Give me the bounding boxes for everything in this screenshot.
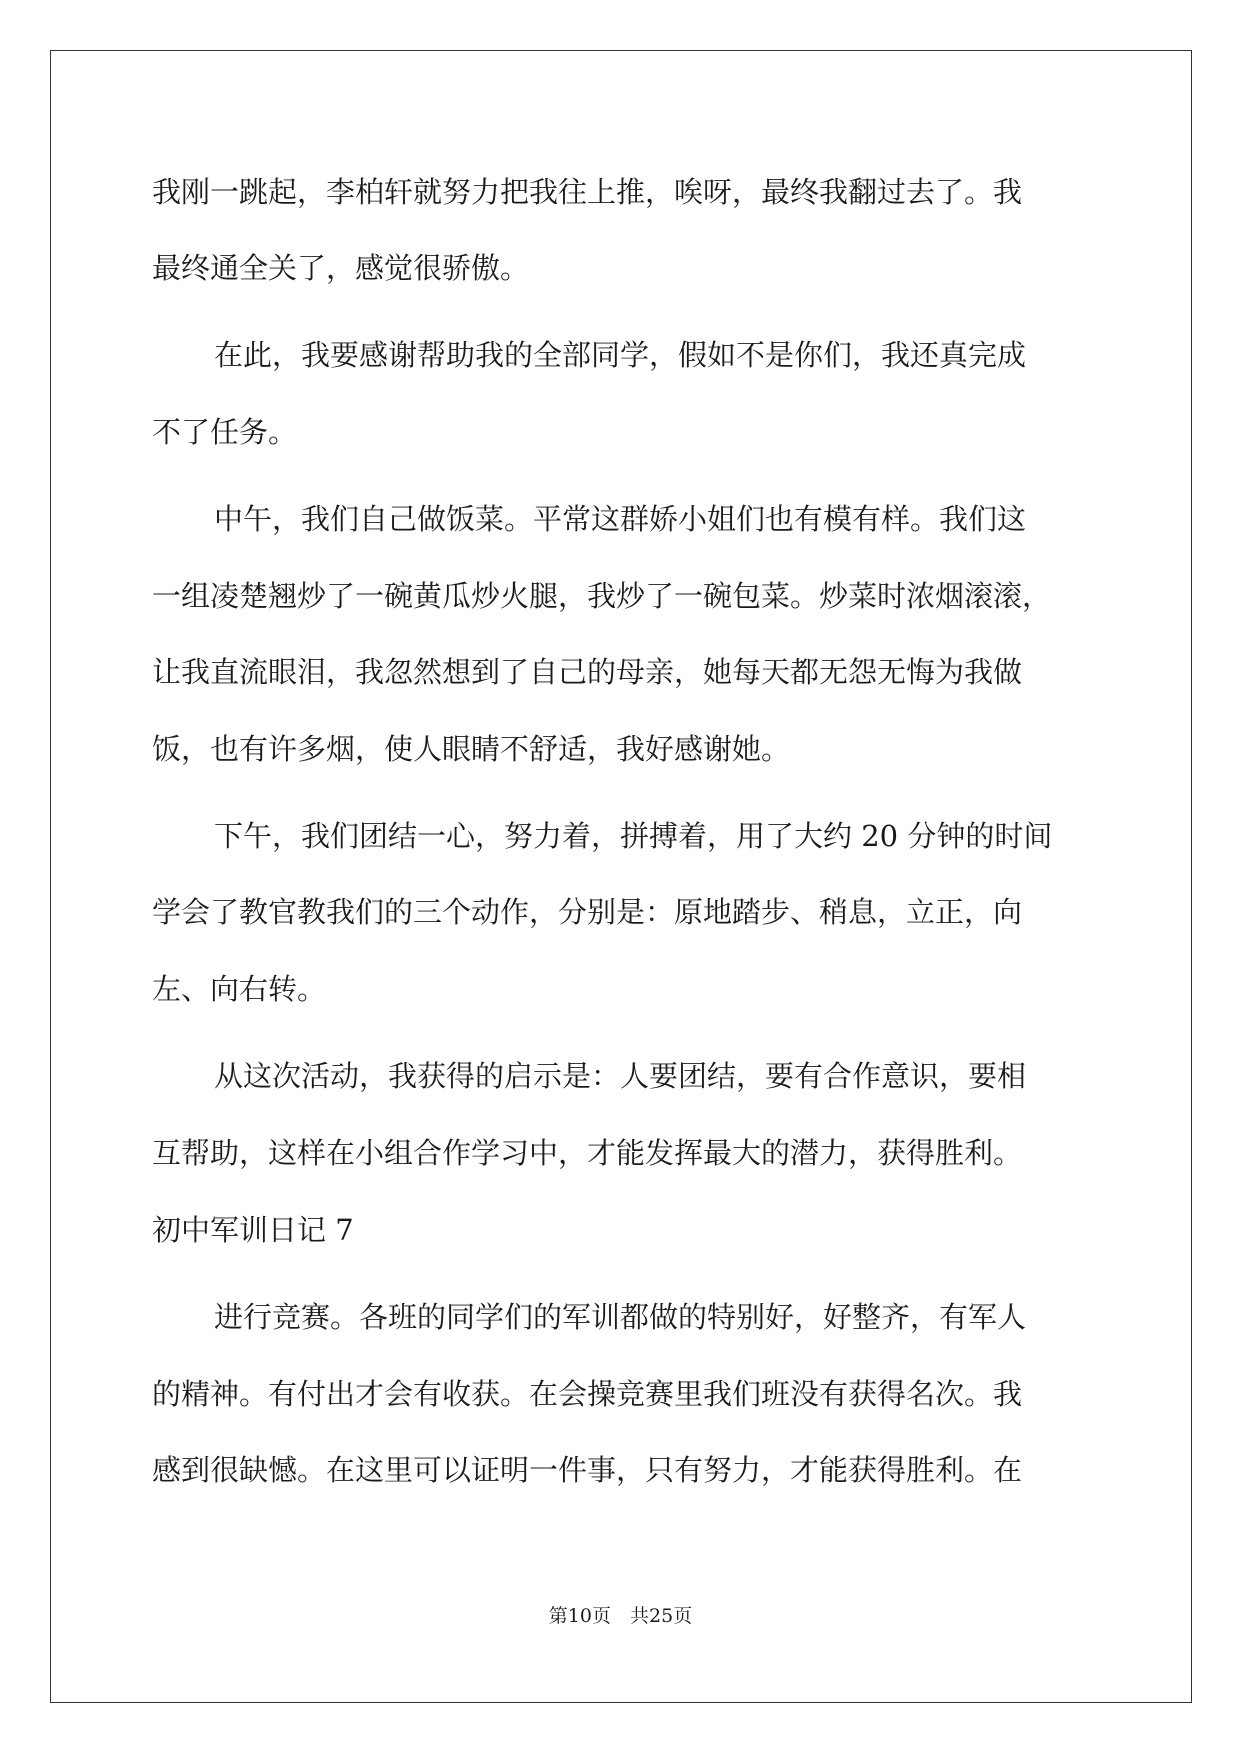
text-line-7: 让我直流眼泪，我忽然想到了自己的母亲，她每天都无怨无悔为我做 (152, 655, 1023, 689)
footer-total-pages: 25 (649, 1605, 674, 1627)
text-line-16: 的精神。有付出才会有收获。在会操竞赛里我们班没有获得名次。我 (152, 1377, 1023, 1411)
text-line-12: 从这次活动，我获得的启示是：人要团结，要有合作意识，要相 (214, 1059, 1027, 1093)
text-line-4: 不了任务。 (152, 415, 298, 449)
text-line-15: 进行竞赛。各班的同学们的军训都做的特别好，好整齐，有军人 (214, 1300, 1027, 1334)
section-heading: 初中军训日记 7 (152, 1213, 354, 1247)
text-line-10: 学会了教官教我们的三个动作，分别是：原地踏步、稍息，立正，向 (152, 895, 1023, 929)
footer-middle: 页 共 (591, 1605, 649, 1627)
text-line-9: 下午，我们团结一心，努力着，拼搏着，用了大约 20 分钟的时间 (214, 819, 1053, 853)
text-line-5: 中午，我们自己做饭菜。平常这群娇小姐们也有模有样。我们这 (214, 502, 1027, 536)
text-line-8: 饭，也有许多烟，使人眼睛不舒适，我好感谢她。 (152, 732, 791, 766)
footer-current-page: 10 (567, 1605, 592, 1627)
text-line-2: 最终通全关了，感觉很骄傲。 (152, 251, 530, 285)
footer-suffix: 页 (673, 1605, 693, 1627)
text-line-17: 感到很缺憾。在这里可以证明一件事，只有努力，才能获得胜利。在 (152, 1453, 1023, 1487)
text-line-6: 一组凌楚翘炒了一碗黄瓜炒火腿，我炒了一碗包菜。炒菜时浓烟滚滚， (152, 579, 1052, 613)
footer-prefix: 第 (548, 1605, 568, 1627)
page-number-footer (0, 1607, 1241, 1626)
text-line-13: 互帮助，这样在小组合作学习中，才能发挥最大的潜力，获得胜利。 (152, 1136, 1023, 1170)
text-line-11: 左、向右转。 (152, 972, 327, 1006)
text-line-1: 我刚一跳起，李柏轩就努力把我往上推，唉呀，最终我翻过去了。我 (152, 175, 1023, 209)
text-line-3: 在此，我要感谢帮助我的全部同学，假如不是你们，我还真完成 (214, 338, 1027, 372)
